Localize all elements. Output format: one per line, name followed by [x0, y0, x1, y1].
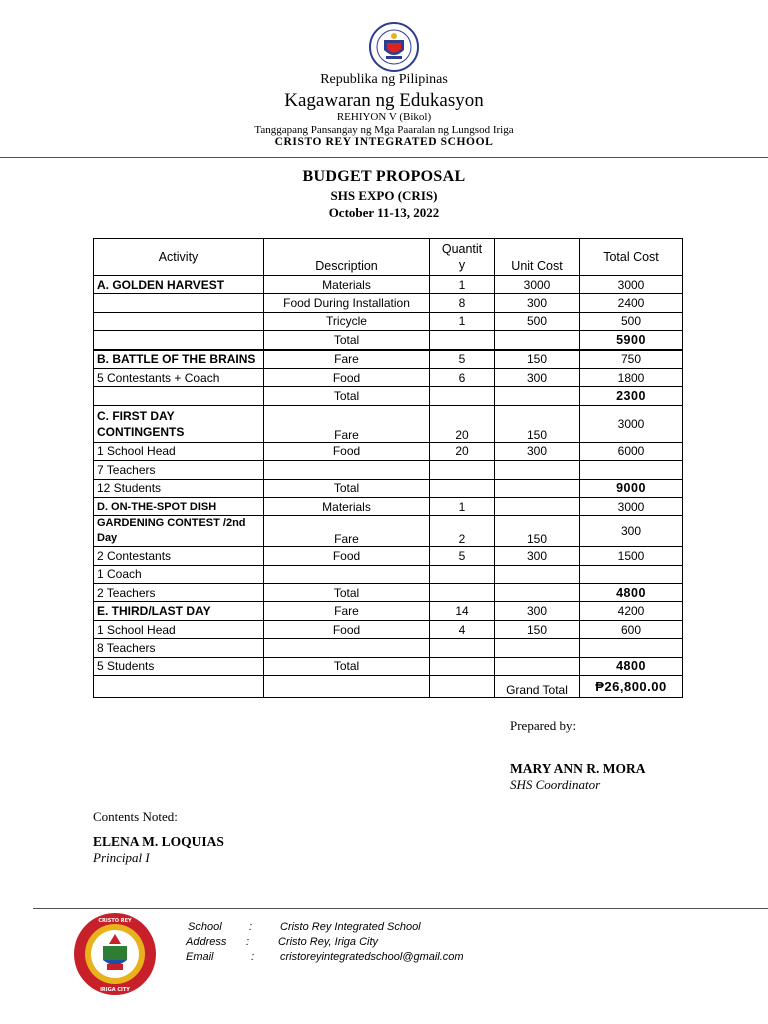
cell-empty — [430, 676, 495, 698]
grand-total-value: ₱26,800.00 — [580, 676, 683, 698]
cell-qty — [430, 331, 495, 350]
cell-total — [580, 461, 683, 479]
cell-qty: 4 — [430, 620, 495, 638]
table-row-subtotal — [94, 479, 683, 497]
cell-total: 3000 — [580, 497, 683, 515]
cell-description: Materials — [264, 497, 430, 515]
footer-divider — [33, 908, 768, 909]
region-line: REHIYON V (Bikol) — [336, 111, 432, 123]
cell-qty: 1 — [430, 312, 495, 330]
cell-activity — [94, 331, 264, 350]
cell-total: 4200 — [580, 602, 683, 620]
contents-noted-label: Contents Noted: — [93, 809, 178, 824]
header-activity: Activity — [94, 239, 264, 276]
cell-unit: 300 — [495, 547, 580, 565]
cell-total: 6000 — [580, 442, 683, 460]
cell-activity: B. BATTLE OF THE BRAINS — [94, 350, 264, 369]
cell-qty: 8 — [430, 294, 495, 312]
table-row — [94, 442, 683, 460]
cell-qty: 6 — [430, 368, 495, 386]
table-row — [94, 620, 683, 638]
prepared-by-name: MARY ANN R. MORA — [510, 761, 646, 776]
footer-colon: : — [246, 936, 250, 948]
cell-qty — [430, 479, 495, 497]
cell-qty: 14 — [430, 602, 495, 620]
cell-activity: D. ON-THE-SPOT DISH — [94, 497, 264, 515]
grand-total-label: Grand Total — [495, 676, 580, 698]
cell-total: 3000 — [580, 276, 683, 294]
table-row — [94, 639, 683, 657]
cell-description: Tricycle — [264, 312, 430, 330]
cell-subtotal: 4800 — [580, 584, 683, 602]
division-office-line: Tanggapang Pansangay ng Mga Paaralan ng Lungsod Iriga — [254, 124, 514, 136]
cell-unit: 150 — [495, 516, 580, 547]
cell-activity: 1 Coach — [94, 565, 264, 583]
table-row — [94, 565, 683, 583]
cell-qty: 1 — [430, 276, 495, 294]
table-row — [94, 405, 683, 442]
cell-unit — [495, 497, 580, 515]
cell-activity — [94, 312, 264, 330]
cell-description: Food — [264, 368, 430, 386]
cell-total: 600 — [580, 620, 683, 638]
table-row — [94, 602, 683, 620]
cell-subtotal: 4800 — [580, 657, 683, 675]
cell-total — [580, 565, 683, 583]
footer-email-label: Email — [186, 951, 214, 963]
cell-total: 1500 — [580, 547, 683, 565]
cell-unit — [495, 565, 580, 583]
header-quantity — [430, 239, 495, 276]
cell-subtotal: 9000 — [580, 479, 683, 497]
cell-activity: 12 Students — [94, 479, 264, 497]
header-unit-cost: Unit Cost — [495, 239, 580, 276]
cell-description: Food — [264, 547, 430, 565]
table-row — [94, 350, 683, 369]
cell-activity: C. FIRST DAY CONTINGENTS — [94, 405, 264, 442]
cell-activity — [94, 387, 264, 405]
event-date: October 11-13, 2022 — [328, 205, 440, 220]
cell-qty — [430, 639, 495, 657]
cell-subtotal: 2300 — [580, 387, 683, 405]
table-row — [94, 276, 683, 294]
cell-activity: 7 Teachers — [94, 461, 264, 479]
cell-unit — [495, 331, 580, 350]
table-header-row — [94, 239, 683, 276]
cell-unit — [495, 387, 580, 405]
cell-unit: 150 — [495, 620, 580, 638]
cell-activity: 5 Students — [94, 657, 264, 675]
cell-activity: GARDENING CONTEST /2nd Day — [94, 516, 264, 547]
prepared-by-title: SHS Coordinator — [510, 777, 601, 792]
cell-activity — [94, 294, 264, 312]
table-row — [94, 497, 683, 515]
cell-total: 3000 — [580, 405, 683, 442]
cell-activity: 8 Teachers — [94, 639, 264, 657]
cell-total: 300 — [580, 516, 683, 547]
cell-unit: 3000 — [495, 276, 580, 294]
cell-qty: 5 — [430, 547, 495, 565]
cell-description: Fare — [264, 350, 430, 369]
cell-total: 1800 — [580, 368, 683, 386]
cell-subtotal: 5900 — [580, 331, 683, 350]
cell-description — [264, 639, 430, 657]
footer-school-value: Cristo Rey Integrated School — [280, 921, 421, 933]
grand-total-row — [94, 676, 683, 698]
cell-total: 2400 — [580, 294, 683, 312]
cell-qty: 5 — [430, 350, 495, 369]
cell-unit: 500 — [495, 312, 580, 330]
cell-description: Fare — [264, 602, 430, 620]
header-divider — [0, 157, 768, 158]
prepared-by-label: Prepared by: — [510, 718, 577, 733]
table-row-subtotal — [94, 584, 683, 602]
cell-qty — [430, 387, 495, 405]
cell-description: Food — [264, 442, 430, 460]
cell-total: 750 — [580, 350, 683, 369]
cell-qty — [430, 565, 495, 583]
table-row — [94, 461, 683, 479]
budget-table — [93, 238, 683, 698]
cell-activity: 5 Contestants + Coach — [94, 368, 264, 386]
cell-unit — [495, 657, 580, 675]
cell-activity: 2 Teachers — [94, 584, 264, 602]
footer-address-value: Cristo Rey, Iriga City — [278, 936, 379, 948]
cell-description: Fare — [264, 405, 430, 442]
cell-qty: 2 — [430, 516, 495, 547]
school-seal-logo — [73, 912, 157, 996]
cell-description: Food During Installation — [264, 294, 430, 312]
table-row — [94, 516, 683, 547]
cell-unit: 150 — [495, 350, 580, 369]
cell-description — [264, 565, 430, 583]
cell-qty: 1 — [430, 497, 495, 515]
cell-activity: 2 Contestants — [94, 547, 264, 565]
seal-lettering: CRISTO REY — [98, 918, 132, 924]
footer-address-label: Address — [186, 936, 227, 948]
noted-by-title: Principal I — [93, 850, 150, 865]
event-name: SHS EXPO (CRIS) — [330, 188, 438, 203]
cell-description: Total — [264, 657, 430, 675]
department-name: Kagawaran ng Edukasyon — [284, 90, 484, 111]
cell-activity: 1 School Head — [94, 442, 264, 460]
noted-by-name: ELENA M. LOQUIAS — [93, 834, 224, 849]
cell-unit — [495, 461, 580, 479]
document-title: BUDGET PROPOSAL — [302, 168, 466, 185]
footer-colon: : — [251, 951, 255, 963]
cell-qty: 20 — [430, 405, 495, 442]
republic-line: Republika ng Pilipinas — [320, 72, 448, 87]
cell-qty: 20 — [430, 442, 495, 460]
table-row-subtotal — [94, 387, 683, 405]
cell-description: Fare — [264, 516, 430, 547]
cell-description: Total — [264, 331, 430, 350]
cell-activity: 1 School Head — [94, 620, 264, 638]
table-row-subtotal — [94, 331, 683, 350]
cell-description: Total — [264, 479, 430, 497]
table-row-subtotal — [94, 657, 683, 675]
cell-description: Total — [264, 584, 430, 602]
cell-unit: 300 — [495, 368, 580, 386]
footer-school-label: School — [188, 921, 222, 933]
table-row — [94, 368, 683, 386]
table-row — [94, 312, 683, 330]
header-total-cost: Total Cost — [580, 239, 683, 276]
cell-qty — [430, 461, 495, 479]
cell-activity: A. GOLDEN HARVEST — [94, 276, 264, 294]
deped-seal-logo — [369, 22, 419, 72]
cell-unit: 300 — [495, 602, 580, 620]
cell-description: Total — [264, 387, 430, 405]
header-description: Description — [264, 239, 430, 276]
header-quantity-top: Quantit — [441, 242, 483, 256]
cell-unit — [495, 639, 580, 657]
header-quantity-bottom: y — [458, 258, 466, 272]
cell-empty — [94, 676, 264, 698]
cell-unit: 300 — [495, 442, 580, 460]
cell-unit — [495, 584, 580, 602]
footer-colon: : — [249, 921, 253, 933]
cell-total — [580, 639, 683, 657]
cell-description: Food — [264, 620, 430, 638]
cell-description: Materials — [264, 276, 430, 294]
cell-qty — [430, 657, 495, 675]
cell-empty — [264, 676, 430, 698]
cell-total: 500 — [580, 312, 683, 330]
footer-email-value[interactable]: cristoreyintegratedschool@gmail.com — [280, 951, 464, 963]
seal-city-lettering: IRIGA CITY — [100, 987, 130, 993]
cell-unit — [495, 479, 580, 497]
table-row — [94, 294, 683, 312]
cell-qty — [430, 584, 495, 602]
school-name: CRISTO REY INTEGRATED SCHOOL — [274, 136, 494, 148]
table-row — [94, 547, 683, 565]
cell-unit: 150 — [495, 405, 580, 442]
cell-description — [264, 461, 430, 479]
cell-activity: E. THIRD/LAST DAY — [94, 602, 264, 620]
cell-unit: 300 — [495, 294, 580, 312]
